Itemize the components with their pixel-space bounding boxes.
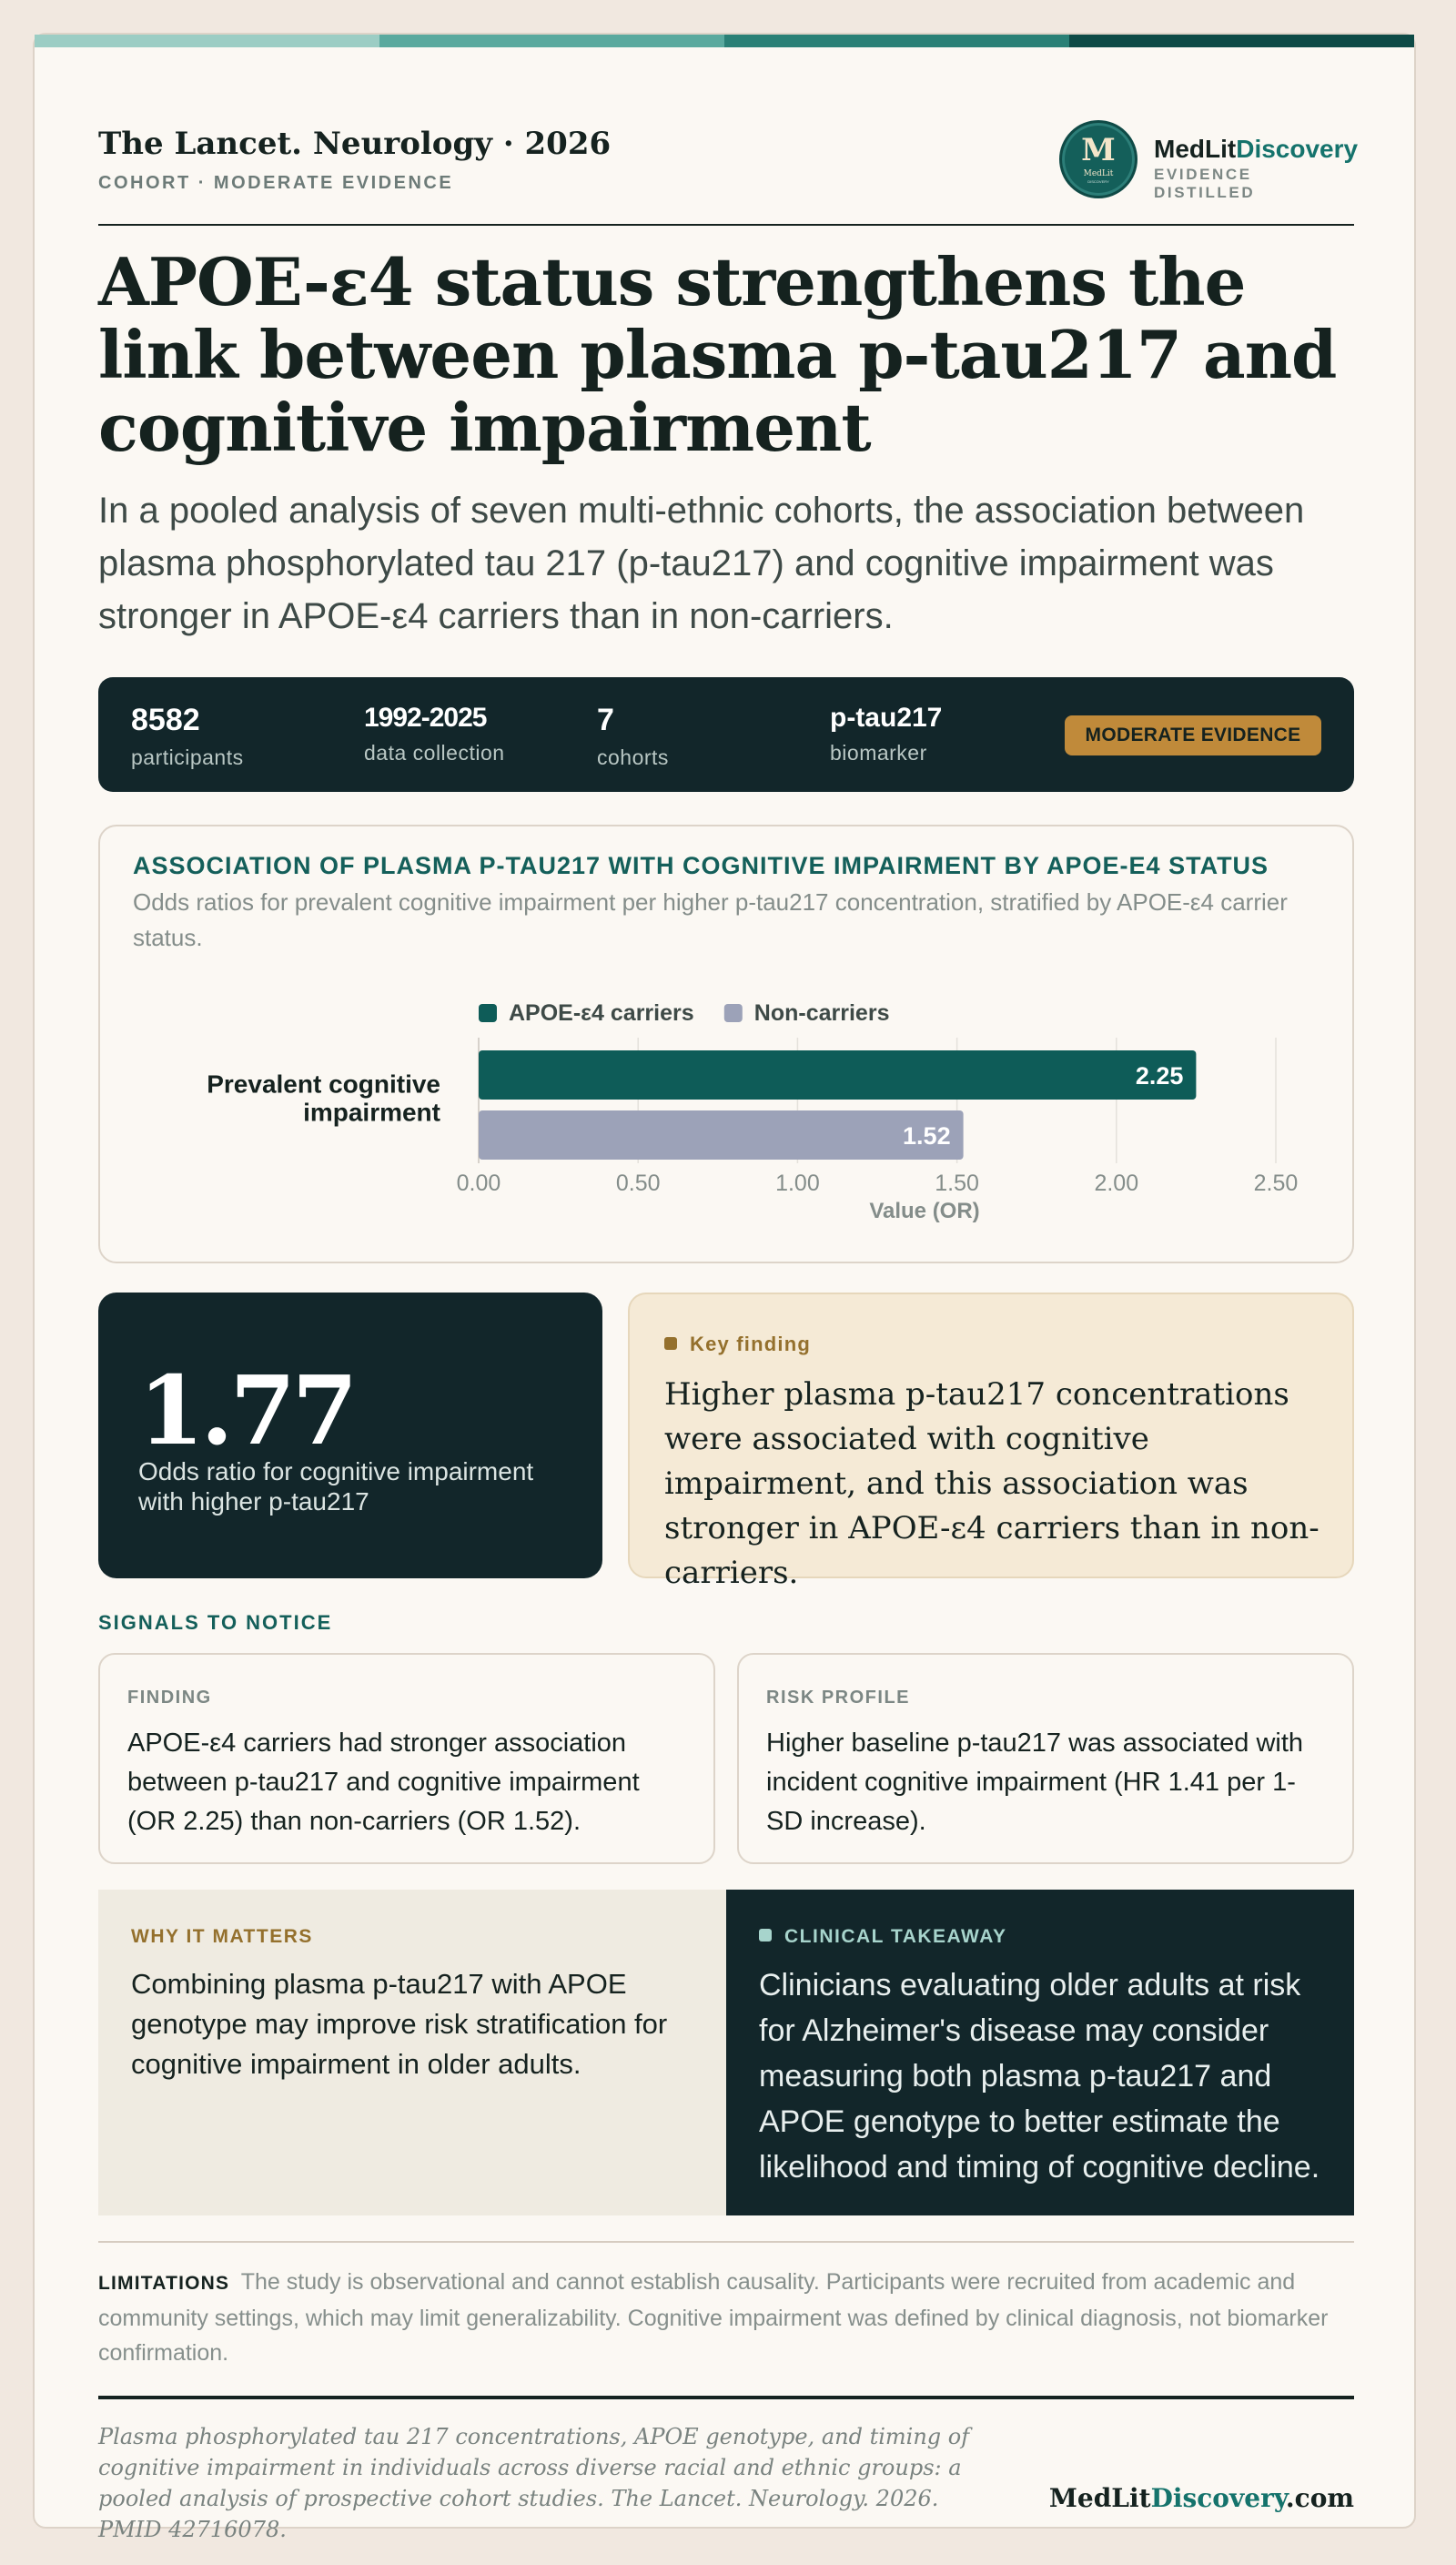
top-color-bar bbox=[35, 35, 1414, 47]
stat-data-collection bbox=[364, 703, 505, 765]
site-name-part-2: Discovery bbox=[1150, 2483, 1286, 2513]
stat-value: 1992-2025 bbox=[364, 703, 487, 733]
signal-card-finding bbox=[98, 1653, 715, 1864]
clinical-takeaway-label: CLINICAL TAKEAWAY bbox=[759, 1926, 1006, 1948]
topbar-segment-1 bbox=[35, 35, 379, 47]
bar-value-label: 2.25 bbox=[1135, 1062, 1184, 1090]
stat-value: 7 bbox=[597, 703, 614, 737]
key-finding bbox=[628, 1293, 1354, 1591]
chart-title: ASSOCIATION OF PLASMA P-TAU217 WITH COGNITIVE IMPAIRMENT BY APOE-E4 STATUS bbox=[133, 852, 1269, 879]
legend-label: APOE-ε4 carriers bbox=[509, 1000, 694, 1026]
why-it-matters-label: WHY IT MATTERS bbox=[131, 1926, 313, 1947]
key-finding-text: Higher plasma p-tau217 concentrations were associated with cognitive impairment, and this association was stronger in APOE-ε4 carriers than in non-carriers. bbox=[664, 1376, 1320, 1591]
topbar-segment-3 bbox=[724, 35, 1069, 47]
citation: Plasma phosphorylated tau 217 concentrations, APOE genotype, and timing of cognitive impairment in individuals across diverse racial and ethnic groups: a pooled analysis of prospective cohort studies. The Lancet. Neurology. 2026. PMID 42716078. bbox=[98, 2424, 970, 2542]
x-tick-label: 1.00 bbox=[775, 1171, 820, 1196]
stat-label: cohorts bbox=[597, 745, 669, 769]
limitations bbox=[98, 2241, 1354, 2370]
stat-biomarker bbox=[830, 703, 942, 765]
brand-logo-tiny: DISCOVERY bbox=[1087, 179, 1109, 184]
site-name-part-1: MedLit bbox=[1048, 2483, 1151, 2513]
stat-label: biomarker bbox=[830, 741, 927, 765]
headline-stat bbox=[98, 1293, 602, 1578]
why-it-matters bbox=[98, 1890, 726, 2215]
chart-panel bbox=[98, 825, 1354, 1263]
stat-value: 8582 bbox=[131, 703, 200, 737]
clinical-takeaway bbox=[726, 1890, 1354, 2215]
bar-value-label: 1.52 bbox=[903, 1122, 951, 1150]
clinical-takeaway-text: Clinicians evaluating older adults at risk for Alzheimer's disease may consider measuring both plasma p-tau217 and APOE genotype to better estimate the likelihood and timing of cognitive decline. bbox=[759, 1968, 1320, 2185]
stats-bar bbox=[98, 677, 1354, 792]
implications-panel bbox=[98, 1890, 1354, 2215]
infographic-card bbox=[33, 33, 1416, 2542]
key-finding-label: Key finding bbox=[664, 1333, 811, 1356]
brand-logo bbox=[1059, 120, 1138, 198]
lede: In a pooled analysis of seven multi-ethnic cohorts, the association between plasma phosphorylated tau 217 (p-tau217) and cognitive impairment was stronger in APOE-ε4 carriers than in non-carriers. bbox=[98, 491, 1305, 636]
journal-name: The Lancet. Neurology · 2026 bbox=[98, 126, 612, 162]
brand-logo-small: MedLit bbox=[1083, 169, 1114, 178]
category-label: impairment bbox=[303, 1098, 440, 1127]
signals-heading: SIGNALS TO NOTICE bbox=[98, 1611, 333, 1634]
header bbox=[98, 47, 1359, 226]
headline-stat-value: 1.77 bbox=[138, 1354, 355, 1466]
limitations-label: LIMITATIONS bbox=[98, 2273, 230, 2294]
brand-tagline: EVIDENCE DISTILLED bbox=[1154, 166, 1256, 201]
brand-logo-letter: M bbox=[1081, 132, 1116, 168]
x-tick-label: 2.50 bbox=[1253, 1171, 1299, 1196]
signal-label: FINDING bbox=[127, 1688, 212, 1708]
limitations-text: The study is observational and cannot establish causality. Participants were recruited from academic and community settings, which may limit generalizability. Cognitive impairment was defined by clinical diagnosis, not biomarker confirmation. bbox=[98, 2269, 1329, 2366]
site-name-part-3: .com bbox=[1285, 2483, 1354, 2513]
footer bbox=[98, 2396, 1354, 2542]
x-axis-label: Value (OR) bbox=[869, 1199, 980, 1223]
category-label: Prevalent cognitive bbox=[207, 1070, 440, 1099]
signal-label: RISK PROFILE bbox=[766, 1688, 911, 1708]
brand-name-part-1: MedLit bbox=[1154, 135, 1237, 163]
x-tick-label: 0.00 bbox=[456, 1171, 501, 1196]
bar bbox=[479, 1110, 964, 1160]
x-tick-label: 1.50 bbox=[935, 1171, 979, 1196]
stat-cohorts bbox=[597, 703, 669, 770]
bar bbox=[479, 1050, 1196, 1100]
why-it-matters-text: Combining plasma p-tau217 with APOE genotype may improve risk stratification for cognitive impairment in older adults. bbox=[131, 1968, 668, 2080]
legend-swatch bbox=[724, 1004, 743, 1022]
signal-text: Higher baseline p-tau217 was associated with incident cognitive impairment (HR 1.41 per 1-SD increase). bbox=[766, 1729, 1304, 1836]
x-tick-label: 2.00 bbox=[1094, 1171, 1139, 1196]
legend-swatch bbox=[479, 1004, 497, 1022]
brand-name bbox=[1154, 135, 1358, 164]
x-tick-label: 0.50 bbox=[615, 1171, 661, 1196]
bar-chart bbox=[100, 826, 1356, 1265]
evidence-type: COHORT · MODERATE EVIDENCE bbox=[98, 173, 454, 193]
topbar-segment-2 bbox=[379, 35, 724, 47]
brand-name-part-2: Discovery bbox=[1236, 135, 1359, 163]
headline: APOE-ε4 status strengthens the link between plasma p-tau217 and cognitive impairment bbox=[98, 243, 1337, 466]
stat-value: p-tau217 bbox=[830, 703, 943, 733]
site-name bbox=[1049, 2483, 1354, 2513]
topbar-segment-4 bbox=[1069, 35, 1414, 47]
signal-text: APOE-ε4 carriers had stronger association between p-tau217 and cognitive impairment (OR 2.25) than non-carriers (OR 1.52). bbox=[127, 1729, 640, 1836]
legend-label: Non-carriers bbox=[753, 1000, 890, 1026]
signal-card-risk-profile bbox=[737, 1653, 1354, 1864]
stat-label: participants bbox=[131, 745, 244, 769]
evidence-badge: MODERATE EVIDENCE bbox=[1065, 715, 1321, 755]
stat-participants bbox=[131, 703, 244, 770]
chart-subtitle: Odds ratios for prevalent cognitive impairment per higher p-tau217 concentration, stratified by APOE-ε4 carrier status. bbox=[133, 888, 1288, 951]
headline-stat-label: Odds ratio for cognitive impairment with higher p-tau217 bbox=[138, 1457, 534, 1516]
stat-label: data collection bbox=[364, 741, 505, 765]
